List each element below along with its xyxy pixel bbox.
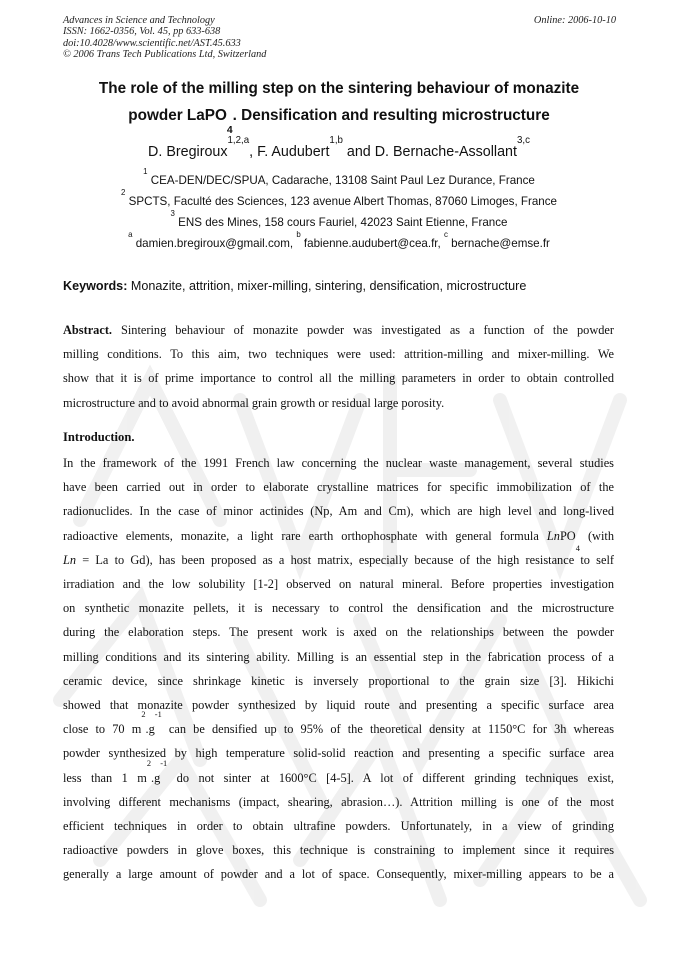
intro-line: radioactive powders in glove boxes, this technique is constraining to implement since it requires <box>63 843 614 858</box>
intro-italic: Ln <box>63 552 77 567</box>
intro-sup: -1 <box>154 710 162 720</box>
intro-line: during the elaboration steps. The present work is axed on the relationships between the powder <box>63 625 614 640</box>
author-name: D. Bregiroux <box>148 144 228 160</box>
intro-text: = La to Gd), has been proposed as a host matrix, especially because of the high resistance to self <box>76 552 614 567</box>
intro-sup: -1 <box>160 758 168 768</box>
journal-name: Advances in Science and Technology <box>63 15 215 26</box>
author-sup: 3,c <box>516 134 530 146</box>
author-name: and D. Bernache-Assollant <box>342 144 517 160</box>
journal-header <box>63 15 266 61</box>
intro-line <box>63 710 614 741</box>
abstract-line: microstructure and to avoid abnormal grain growth or residual large porosity. <box>63 395 445 410</box>
affil-sup: 3 <box>170 209 175 219</box>
affil-sup: 1 <box>143 167 148 177</box>
affiliation-3 <box>40 209 638 230</box>
author-sup: 1,b <box>329 134 343 146</box>
affil-text: SPCTS, Faculté des Sciences, 123 avenue Albert Thomas, 87060 Limoges, France <box>125 195 557 208</box>
intro-line: have been carried out in order to elaborate crystalline matrices for specific immobilization of the <box>63 480 614 495</box>
abstract <box>63 318 614 415</box>
title-text: . Densification and resulting microstructure <box>232 107 550 124</box>
intro-line <box>63 548 614 572</box>
keywords-text: Monazite, attrition, mixer-milling, sintering, densification, microstructure <box>127 279 527 293</box>
email-link[interactable]: damien.bregiroux@gmail.com, <box>132 237 297 250</box>
intro-sup: 2 <box>141 710 146 720</box>
copyright: © 2006 Trans Tech Publications Ltd, Switzerland <box>63 49 267 61</box>
keywords <box>63 278 616 294</box>
abstract-text: Sintering behaviour of monazite powder was investigated as a function of the powder <box>112 323 614 337</box>
intro-line: involving different mechanisms (impact, shearing, abrasion…). Attrition milling is one of the most <box>63 794 614 809</box>
email-sup: a <box>128 230 133 240</box>
issn: ISSN: 1662-0356, Vol. 45, pp 633-638 <box>63 26 221 38</box>
intro-line <box>63 524 614 554</box>
intro-text: radioactive elements, monazite, a light rare earth orthophosphate with general formula <box>63 528 547 543</box>
intro-subscript: 4 <box>575 544 580 554</box>
affiliation-2 <box>40 188 638 209</box>
intro-line: efficient techniques in order to obtain ultrafine powders. Unfortunately, in a view of grinding <box>63 819 614 834</box>
affil-text: ENS des Mines, 158 cours Fauriel, 42023 Saint Etienne, France <box>174 216 508 229</box>
author-sup: 1,2,a <box>227 134 250 146</box>
affil-sup: 2 <box>121 188 126 198</box>
intro-line: showed that monazite powder synthesized by liquid route and presenting a specific surface area <box>63 698 614 713</box>
intro-text: PO <box>559 528 576 543</box>
email-sup: c <box>443 230 448 240</box>
intro-text: less than 1 m <box>63 770 147 785</box>
title-line-1: The role of the milling step on the sintering behaviour of monazite <box>98 80 580 97</box>
intro-line <box>63 758 614 790</box>
affil-text: CEA-DEN/DEC/SPUA, Cadarache, 13108 Saint Paul Lez Durance, France <box>147 174 535 187</box>
intro-line: ceramic device, since shrinkage kinetic is inversely proportional to the grain size [3]. Hikichi <box>63 673 614 688</box>
intro-text: close to 70 m <box>63 722 142 737</box>
abstract-line: milling conditions. To this aim, two techniques were used: attrition-milling and mixer-milling. We <box>63 347 614 362</box>
title-text: powder LaPO <box>128 107 227 124</box>
emails <box>40 230 638 251</box>
authors <box>40 134 638 161</box>
intro-line: powder synthesized by high temperature solid-solid reaction and presenting a specific surface area <box>63 746 614 761</box>
intro-line: In the framework of the 1991 French law concerning the nuclear waste management, several studies <box>63 456 614 470</box>
keywords-label: Keywords: <box>63 279 128 293</box>
introduction-heading: Introduction. <box>63 430 135 444</box>
title-line-2 <box>40 102 638 137</box>
abstract-label: Abstract. <box>63 323 113 337</box>
intro-line: on synthetic monazite pellets, it is necessary to control the densification and the microstructure <box>63 601 614 616</box>
online-date: Online: 2006-10-10 <box>533 15 616 26</box>
paper-title <box>40 75 638 137</box>
intro-text: .g <box>151 770 161 785</box>
affiliation-1 <box>40 167 638 188</box>
abstract-line <box>63 318 614 342</box>
title-subscript: 4 <box>226 125 233 137</box>
abstract-line: show that it is of prime importance to control all the milling parameters in order to obtain controlled <box>63 371 614 386</box>
introduction-body <box>63 451 614 887</box>
intro-line: generally a large amount of powder and a lot of space. Consequently, mixer-milling appears to be a <box>63 867 614 882</box>
intro-text: .g <box>145 722 155 737</box>
intro-text: do not sinter at 1600°C [4-5]. A lot of different grinding techniques exist, <box>167 770 614 785</box>
email-link[interactable]: fabienne.audubert@cea.fr, <box>300 237 444 250</box>
intro-line: radionuclides. In the case of minor actinides (Np, Am and Cm), which are high level and long-lived <box>63 504 614 519</box>
intro-sup: 2 <box>146 758 151 768</box>
author-name: , F. Audubert <box>249 144 330 160</box>
intro-text: (with <box>579 528 614 543</box>
intro-line: milling conditions and its sintering ability. Milling is an essential step in the fabrication process of a <box>63 649 614 664</box>
intro-text: can be densified up to 95% of the theoretical density at 1150°C for 3h whereas <box>161 722 614 737</box>
intro-line: irradiation and the low solubility [1-2] observed on natural mineral. Before properties investigation <box>63 577 614 592</box>
intro-italic: Ln <box>546 528 560 543</box>
email-link[interactable]: bernache@emse.fr <box>447 237 550 250</box>
email-sup: b <box>296 230 301 240</box>
doi: doi:10.4028/www.scientific.net/AST.45.633 <box>63 37 241 49</box>
